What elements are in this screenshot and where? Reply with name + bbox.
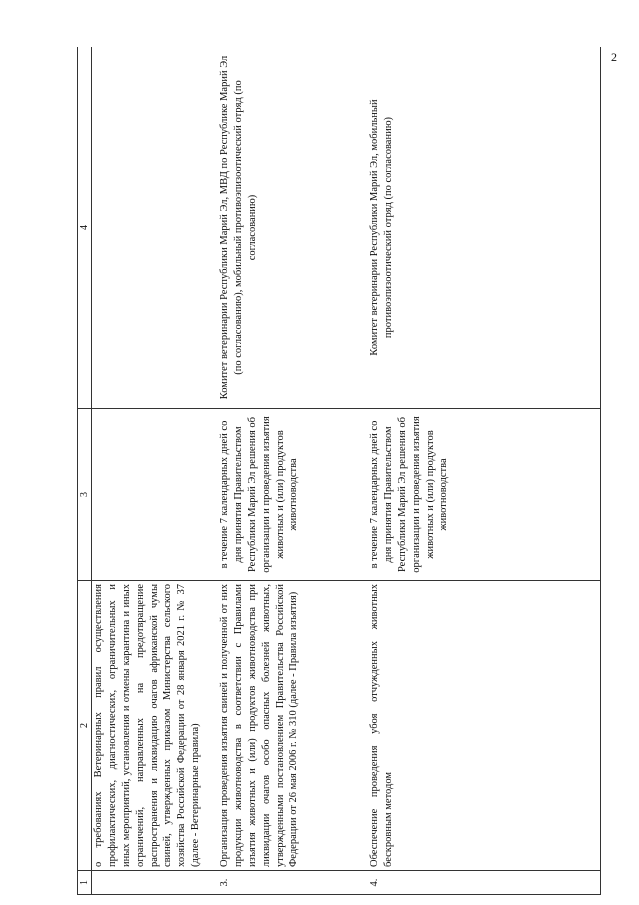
row-number: 4. (354, 871, 601, 895)
header-col-3: 3 (78, 409, 92, 581)
document-area (77, 47, 624, 895)
row-description: о требованиях Ветеринарных правил осуществления профилактических, диагностических, ограничительных и иных мероприятий, установления и отмены карантина и иных ограничений, направленных на предотвращение распространения и ликвидацию очагов африканской чумы свиней, утвержденных приказом Министерства сельского хозяйства Российской Федерации от 28 января 2021 г. № 37 (далее - Ветеринарные правила) (92, 581, 207, 871)
row-responsible: Комитет ветеринарии Республики Марий Эл, МВД по Республике Марий Эл (по согласованию), мобильный противоэпизоотический отряд (по согласованию) (206, 47, 354, 409)
table-row (354, 47, 601, 895)
page-number: 2 (611, 50, 617, 64)
table-header-row (78, 47, 92, 895)
header-col-1: 1 (78, 871, 92, 895)
row-number: 3. (206, 871, 354, 895)
rotated-table-container (77, 47, 624, 895)
row-responsible: Комитет ветеринарии Республики Марий Эл, мобильный противоэпизоотический отряд (по согласованию) (354, 47, 601, 409)
row-responsible (92, 47, 207, 409)
row-description: Организация проведения изъятия свиней и полученной от них продукции животноводства в соответствии с Правилами изъятия животных и (или) продуктов животноводства при ликвидации очагов особо опасных болезней животных, утвержденными постановлением Правительства Российской Федерации от 26 мая 2006 г. № 310 (далее - Правила изъятия) (206, 581, 354, 871)
row-description: Обеспечение проведения убоя отчужденных животных бескровным методом (354, 581, 601, 871)
header-col-2: 2 (78, 581, 92, 871)
table-row (206, 47, 354, 895)
table-row (92, 47, 207, 895)
row-term: в течение 7 календарных дней со дня принятия Правительством Республики Марий Эл решения об организации и проведения изъятия животных и (или) продуктов животноводства (354, 409, 601, 581)
measures-table (77, 47, 601, 895)
row-term: в течение 7 календарных дней со дня принятия Правительством Республики Марий Эл решения об организации и проведения изъятия животных и (или) продуктов животноводства (206, 409, 354, 581)
header-col-4: 4 (78, 47, 92, 409)
row-term (92, 409, 207, 581)
row-number (92, 871, 207, 895)
